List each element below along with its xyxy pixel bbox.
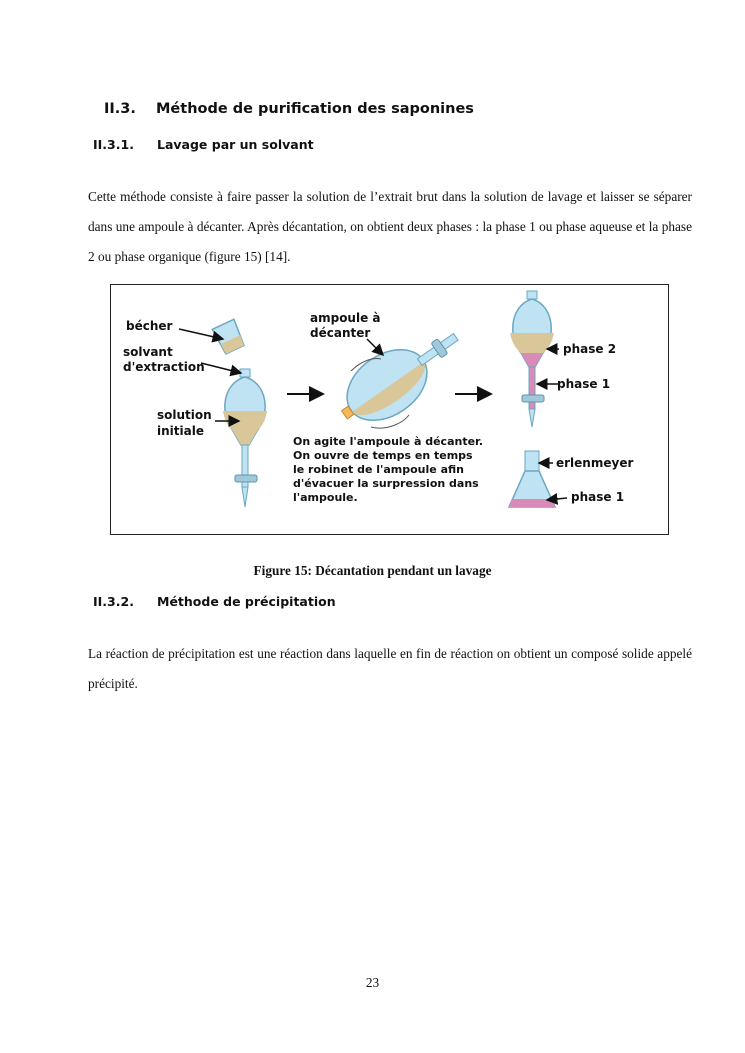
label-phase1-top: phase 1	[557, 377, 611, 391]
page-number: 23	[365, 975, 380, 990]
label-extraction: d'extraction	[123, 360, 205, 374]
label-erlenmeyer: erlenmeyer	[556, 456, 634, 470]
subsection-title: Lavage par un solvant	[157, 137, 314, 152]
label-phase2: phase 2	[563, 342, 617, 356]
caption-line-5: l'ampoule.	[293, 491, 358, 504]
caption-line-1: On agite l'ampoule à décanter.	[293, 435, 484, 448]
funnel-initial-illustration	[223, 369, 267, 507]
section-title: Méthode de purification des saponines	[156, 101, 474, 117]
label-becher: bécher	[126, 319, 173, 333]
label-initiale: initiale	[157, 424, 204, 438]
erlenmeyer-illustration	[509, 451, 555, 507]
label-arrow	[367, 339, 383, 355]
label-solution: solution	[157, 408, 212, 422]
figure-decantation	[110, 284, 669, 535]
figure-illustration	[111, 285, 668, 534]
subsection-number: II.3.2.	[93, 594, 134, 609]
label-decanter: décanter	[310, 326, 371, 340]
label-ampoule: ampoule à	[310, 311, 381, 325]
caption-line-4: d'évacuer la surpression dans	[293, 477, 479, 490]
caption-line-3: le robinet de l'ampoule afin	[293, 463, 464, 476]
section-number: II.3.	[104, 101, 136, 117]
paragraph: Cette méthode consiste à faire passer la solution de l’extrait brut dans la solution de lavage et laisser se séparer dans une ampoule à décanter. Après décantation, on obtient deux phases : la phase 1 ou phase aqueuse et la phase 2 ou phase organique (figure 15) [14].	[88, 189, 692, 264]
label-phase1-bottom: phase 1	[571, 490, 625, 504]
label-arrow	[201, 363, 241, 373]
label-solvant: solvant	[123, 345, 173, 359]
subsection-title: Méthode de précipitation	[157, 594, 336, 609]
figure-caption: Figure 15: Décantation pendant un lavage	[253, 563, 492, 578]
paragraph: La réaction de précipitation est une réaction dans laquelle en fin de réaction on obtient un composé solide appelé précipité.	[88, 646, 692, 691]
funnel-separated-illustration	[510, 291, 554, 427]
caption-line-2: On ouvre de temps en temps	[293, 449, 473, 462]
subsection-number: II.3.1.	[93, 137, 134, 152]
